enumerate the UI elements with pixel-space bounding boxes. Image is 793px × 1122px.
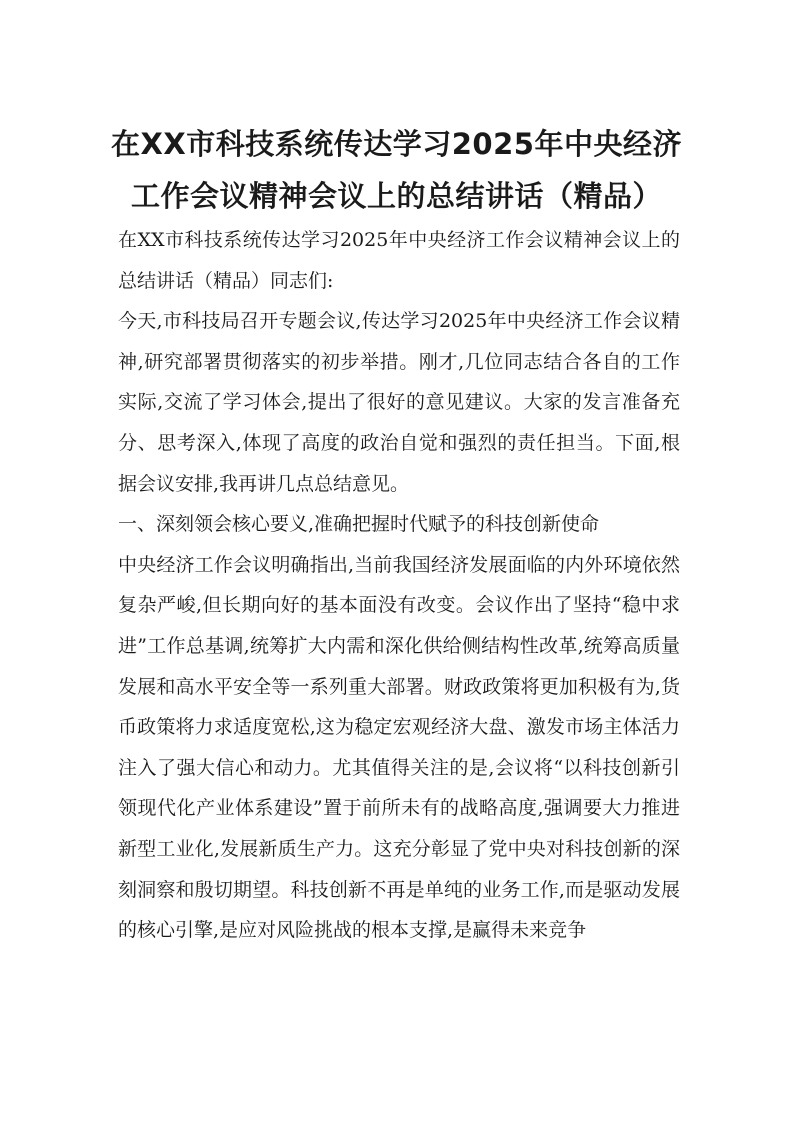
opening-paragraph: 今天,市科技局召开专题会议,传达学习2025年中央经济工作会议精神,研究部署贯彻落实的初步举措。刚才,几位同志结合各自的工作实际,交流了学习体会,提出了很好的意见建议。大家的发言准备充分、思考深入,体现了高度的政治自觉和强烈的责任担当。下面,根据会议安排,我再讲几点总结意见。	[118, 310, 680, 495]
document-body	[118, 220, 680, 951]
section-1-paragraph: 中央经济工作会议明确指出,当前我国经济发展面临的内外环境依然复杂严峻,但长期向好的基本面没有改变。会议作出了坚持“稳中求进”工作总基调,统筹扩大内需和深化供给侧结构性改革,统筹高质量发展和高水平安全等一系列重大部署。财政政策将更加积极有为,货币政策将力求适度宽松,这为稳定宏观经济大盘、激发市场主体活力注入了强大信心和动力。尤其值得关注的是,会议将“以科技创新引领现代化产业体系建设”置于前所未有的战略高度,强调要大力推进新型工业化,发展新质生产力。这充分彰显了党中央对科技创新的深刻洞察和殷切期望。科技创新不再是单纯的业务工作,而是驱动发展的核心引擎,是应对风险挑战的根本支撑,是赢得未来竞争	[118, 553, 680, 942]
document-title: 在XX市科技系统传达学习2025年中央经济工作会议精神会议上的总结讲话（精品）	[111, 127, 682, 213]
section-heading-1: 一、深刻领会核心要义,准确把握时代赋予的科技创新使命	[118, 513, 600, 536]
salutation-paragraph: 在XX市科技系统传达学习2025年中央经济工作会议精神会议上的总结讲话（精品）同志们:	[118, 229, 680, 292]
